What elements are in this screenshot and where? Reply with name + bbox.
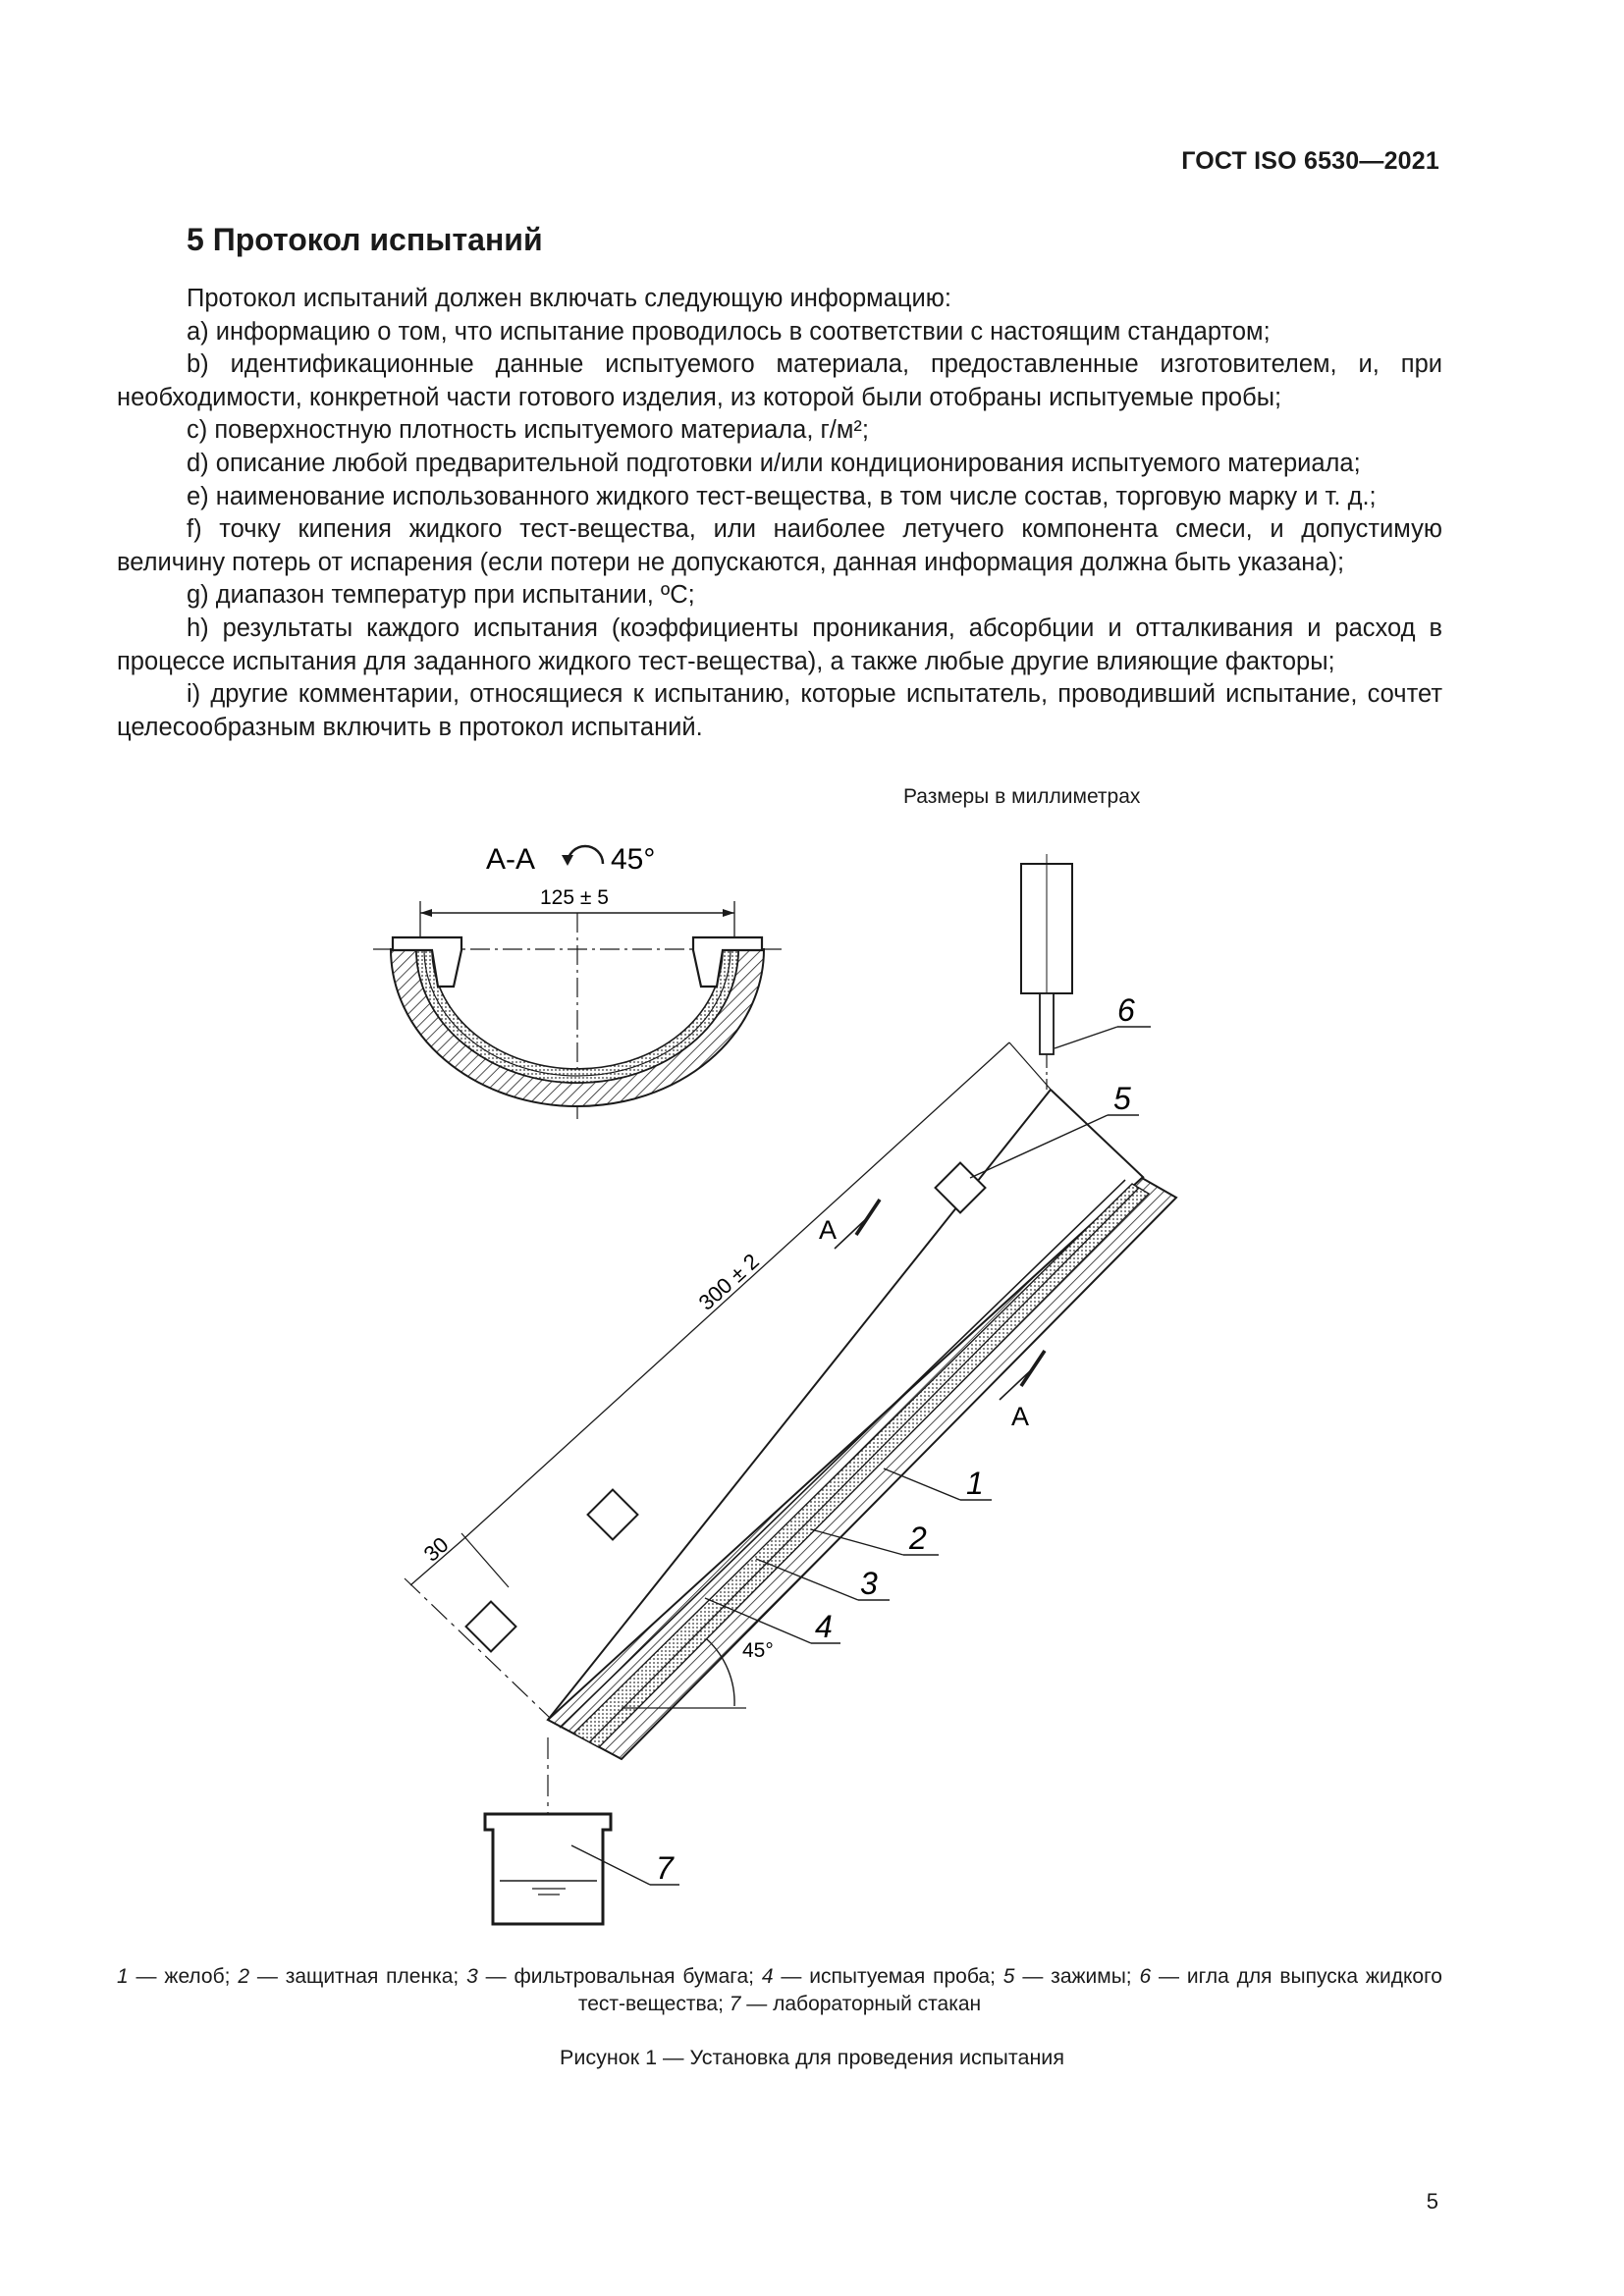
legend-num-2: 2	[238, 1965, 250, 1988]
list-item-b: b) идентификационные данные испытуемого материала, предоставленные изготовителем, и, при необходимости, конкретной части готового изделия, из которой были отобраны испытуемые пробы;	[117, 350, 1442, 411]
test-apparatus-figure	[334, 805, 1296, 1953]
section-angle: 45°	[611, 843, 656, 876]
list-item-d: d) описание любой предварительной подготовки и/или кондиционирования испытуемого материала;	[187, 449, 1361, 477]
figure-caption: Рисунок 1 — Установка для проведения испытания	[560, 2046, 1064, 2069]
legend-text-6: — игла для выпуска жидкого тест-вещества;	[577, 1965, 1442, 2015]
legend-text-5: — зажимы;	[1022, 1965, 1140, 1988]
callout-7: 7	[656, 1850, 674, 1886]
list-item-g: g) диапазон температур при испытании, ºС;	[187, 581, 695, 610]
legend-num-4: 4	[761, 1965, 774, 1988]
list-item-f: f) точку кипения жидкого тест-вещества, или наиболее летучего компонента смеси, и допустимую величину потерь от испарения (если потери не допускаются, данная информация должна быть указана);	[117, 515, 1442, 576]
legend-num-6: 6	[1139, 1965, 1152, 1988]
legend-text-2: — защитная пленка;	[256, 1965, 467, 1988]
document-header: ГОСТ ISO 6530—2021	[1181, 147, 1439, 175]
callout-3: 3	[860, 1566, 878, 1601]
list-item-i: i) другие комментарии, относящиеся к испытанию, которые испытатель, проводивший испытание, сочтет целесообразным включить в протокол испытаний.	[117, 680, 1442, 741]
legend-text-1: — желоб;	[135, 1965, 239, 1988]
inclined-trough	[548, 1090, 1176, 1759]
callout-5: 5	[1113, 1081, 1131, 1116]
legend-num-7: 7	[729, 1993, 741, 2015]
length-dimension: 300 ± 2	[693, 1249, 764, 1315]
section-marker-bottom: А	[1011, 1402, 1030, 1431]
section-title: 5 Протокол испытаний	[187, 222, 543, 257]
offset-dimension: 30	[418, 1531, 454, 1567]
list-item-a: а) информацию о том, что испытание проводилось в соответствии с настоящим стандартом;	[187, 317, 1271, 346]
dimensions-note: Размеры в миллиметрах	[903, 785, 1141, 808]
section-view	[373, 843, 785, 1119]
paragraph-intro: Протокол испытаний должен включать следующую информацию:	[187, 285, 951, 312]
legend-text-7: — лабораторный стакан	[746, 1993, 982, 2015]
width-dimension: 125 ± 5	[540, 886, 609, 909]
angle-dimension: 45°	[742, 1639, 774, 1662]
section-body	[117, 283, 1442, 744]
callout-4: 4	[815, 1609, 833, 1644]
callout-1: 1	[966, 1466, 984, 1501]
legend-num-5: 5	[1002, 1965, 1015, 1988]
list-item-h: h) результаты каждого испытания (коэффициенты проникания, абсорбции и отталкивания и расход в процессе испытания для заданного жидкого тест-вещества), а также любые другие влияющие факторы;	[117, 614, 1442, 675]
beaker	[485, 1737, 611, 1924]
legend-num-3: 3	[466, 1965, 478, 1988]
needle	[1021, 854, 1072, 1090]
section-label: А-А	[486, 843, 536, 876]
callout-2: 2	[909, 1521, 927, 1556]
list-item-e: e) наименование использованного жидкого тест-вещества, в том числе состав, торговую марку и т. д.;	[187, 482, 1377, 510]
figure-legend	[117, 1963, 1442, 2018]
callout-6: 6	[1117, 992, 1135, 1028]
legend-text-3: — фильтровальная бумага;	[485, 1965, 762, 1988]
list-item-c: c) поверхностную плотность испытуемого материала, г/м²;	[187, 416, 869, 445]
legend-text-4: — испытуемая проба;	[781, 1965, 1003, 1988]
legend-num-1: 1	[117, 1965, 129, 1988]
page-number: 5	[1426, 2189, 1438, 2214]
section-marker-top: А	[819, 1215, 838, 1245]
